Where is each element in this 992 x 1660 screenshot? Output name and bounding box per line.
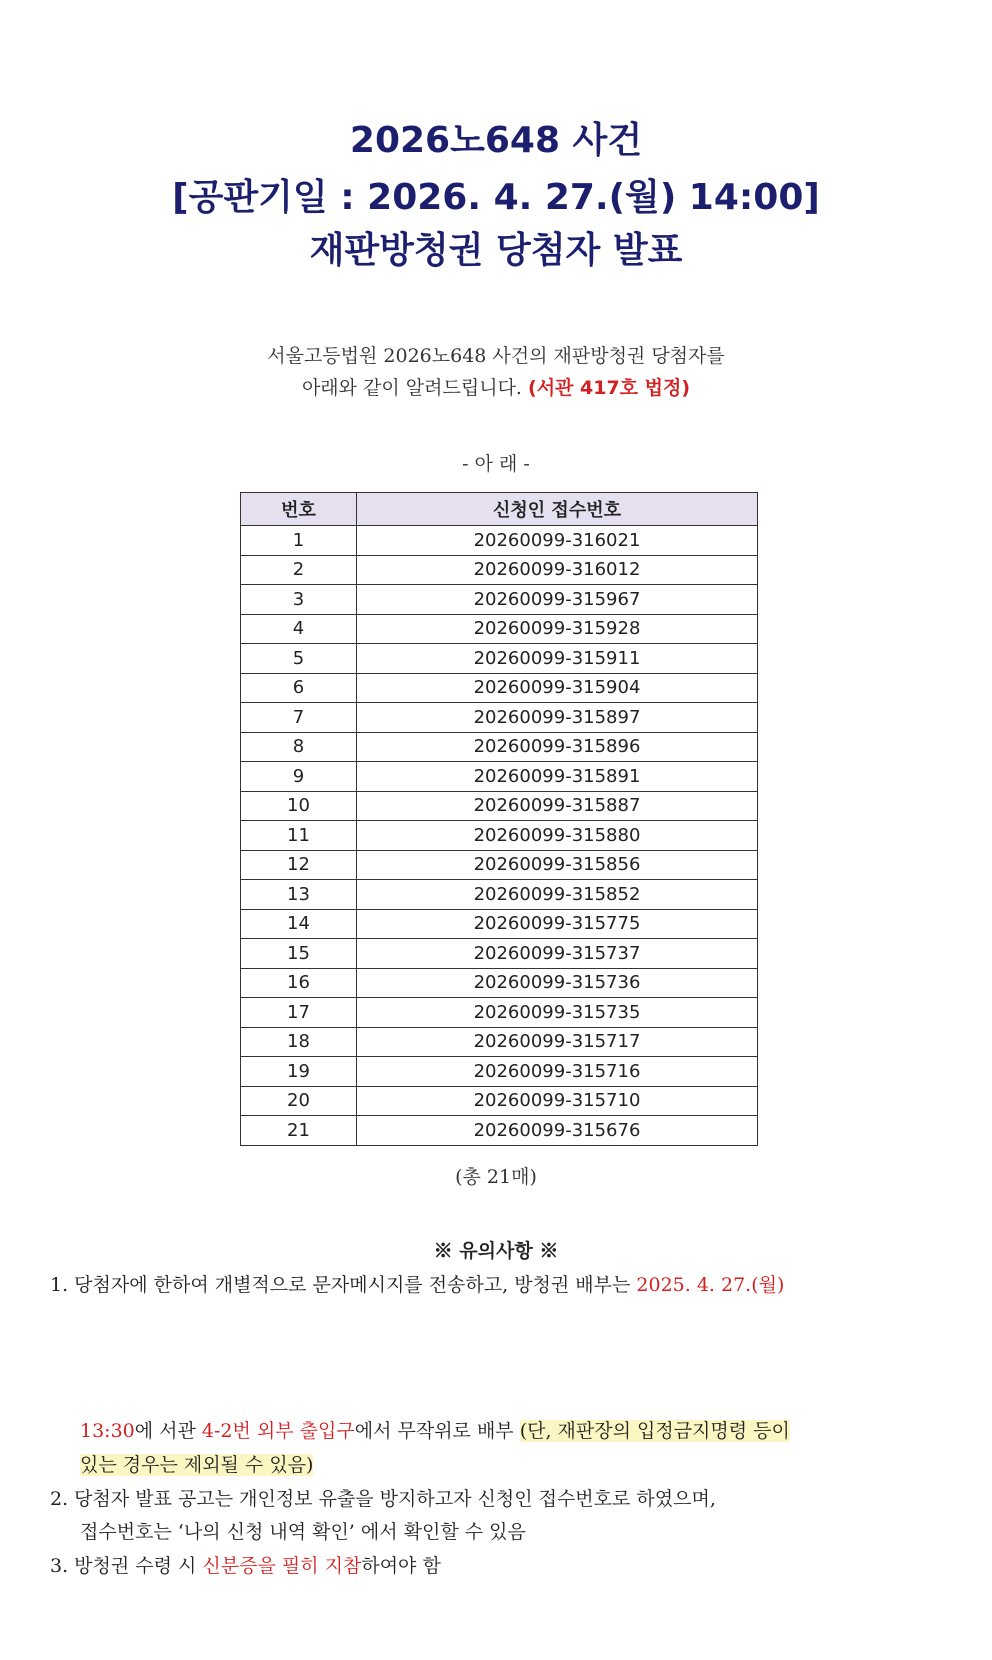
title-hearing-date: [공판기일 : 2026. 4. 27.(월) 14:00] (172, 177, 820, 218)
receipt-number: 20260099-316021 (357, 526, 758, 556)
table-row (241, 850, 758, 880)
table-row (241, 821, 758, 851)
total-count: (총 21매) (455, 1166, 537, 1188)
table-row (241, 644, 758, 674)
row-number: 10 (241, 791, 357, 821)
intro-line-2 (0, 373, 992, 400)
receipt-number: 20260099-315904 (357, 673, 758, 703)
notice-item-3-text-b: 하여야 함 (361, 1555, 441, 1577)
receipt-number: 20260099-315928 (357, 614, 758, 644)
row-number: 9 (241, 762, 357, 792)
notice-item-1-text-c: 에서 무작위로 배부 (354, 1420, 520, 1442)
notice-item-1-line-3 (80, 1450, 313, 1477)
row-number: 17 (241, 998, 357, 1028)
row-number: 13 (241, 880, 357, 910)
row-number: 21 (241, 1116, 357, 1146)
receipt-number: 20260099-315735 (357, 998, 758, 1028)
row-number: 7 (241, 703, 357, 733)
winners-table (240, 492, 758, 1146)
row-number: 5 (241, 644, 357, 674)
row-number: 18 (241, 1027, 357, 1057)
row-number: 19 (241, 1057, 357, 1087)
table-row (241, 526, 758, 556)
row-number: 20 (241, 1086, 357, 1116)
receipt-number: 20260099-315736 (357, 968, 758, 998)
intro-text: 아래와 같이 알려드립니다. (301, 377, 529, 399)
row-number: 6 (241, 673, 357, 703)
header-number: 번호 (241, 493, 357, 526)
receipt-number: 20260099-316012 (357, 555, 758, 585)
row-number: 11 (241, 821, 357, 851)
row-number: 14 (241, 909, 357, 939)
table-row (241, 909, 758, 939)
distribution-date: 2025. 4. 27.(월) (636, 1274, 785, 1296)
table-row (241, 791, 758, 821)
receipt-number: 20260099-315891 (357, 762, 758, 792)
notice-title: ※ 유의사항 ※ (433, 1240, 559, 1262)
table-row (241, 1116, 758, 1146)
id-required-note: 신분증을 필히 지참 (202, 1555, 362, 1577)
header-receipt-number: 신청인 접수번호 (357, 493, 758, 526)
receipt-number: 20260099-315911 (357, 644, 758, 674)
exception-note-2: 있는 경우는 제외될 수 있음) (80, 1454, 314, 1476)
table-row (241, 1057, 758, 1087)
row-number: 15 (241, 939, 357, 969)
receipt-number: 20260099-315775 (357, 909, 758, 939)
row-number: 2 (241, 555, 357, 585)
exception-note-1: (단, 재판장의 입정금지명령 등이 (519, 1420, 790, 1442)
notice-item-3-text: 3. 방청권 수령 시 (50, 1555, 203, 1577)
table-row (241, 1027, 758, 1057)
receipt-number: 20260099-315852 (357, 880, 758, 910)
notice-item-1-line-1 (50, 1270, 784, 1297)
receipt-number: 20260099-315710 (357, 1086, 758, 1116)
notice-item-2-line-1: 2. 당첨자 발표 공고는 개인정보 유출을 방지하고자 신청인 접수번호로 하였으며, (50, 1488, 716, 1510)
row-number: 8 (241, 732, 357, 762)
table-row (241, 1086, 758, 1116)
receipt-number: 20260099-315676 (357, 1116, 758, 1146)
notice-item-3 (50, 1551, 441, 1578)
title-case-number: 2026노648 사건 (349, 120, 643, 161)
receipt-number: 20260099-315967 (357, 585, 758, 615)
table-row (241, 762, 758, 792)
row-number: 4 (241, 614, 357, 644)
receipt-number: 20260099-315896 (357, 732, 758, 762)
row-number: 12 (241, 850, 357, 880)
table-row (241, 585, 758, 615)
section-separator: - 아 래 - (462, 453, 530, 475)
receipt-number: 20260099-315716 (357, 1057, 758, 1087)
table-row (241, 555, 758, 585)
table-body (241, 526, 758, 1146)
row-number: 3 (241, 585, 357, 615)
receipt-number: 20260099-315717 (357, 1027, 758, 1057)
intro-line-1: 서울고등법원 2026노648 사건의 재판방청권 당첨자를 (267, 345, 725, 367)
row-number: 1 (241, 526, 357, 556)
table-row (241, 703, 758, 733)
table-row (241, 732, 758, 762)
receipt-number: 20260099-315887 (357, 791, 758, 821)
distribution-place: 4-2번 외부 출입구 (201, 1420, 355, 1442)
courtroom-location: (서관 417호 법정) (528, 377, 691, 399)
receipt-number: 20260099-315880 (357, 821, 758, 851)
table-row (241, 939, 758, 969)
notice-item-2-line-2: 접수번호는 ‘나의 신청 내역 확인’ 에서 확인할 수 있음 (80, 1521, 526, 1543)
table-header-row (241, 493, 758, 526)
table-row (241, 673, 758, 703)
title-announcement: 재판방청권 당첨자 발표 (309, 230, 683, 271)
table-row (241, 968, 758, 998)
table-row (241, 998, 758, 1028)
notice-item-1-text-b: 에 서관 (134, 1420, 202, 1442)
table-row (241, 614, 758, 644)
distribution-time: 13:30 (80, 1420, 135, 1442)
table-row (241, 880, 758, 910)
notice-item-1-line-2 (80, 1416, 790, 1443)
receipt-number: 20260099-315897 (357, 703, 758, 733)
row-number: 16 (241, 968, 357, 998)
notice-item-1-text: 1. 당첨자에 한하여 개별적으로 문자메시지를 전송하고, 방청권 배부는 (50, 1274, 637, 1296)
receipt-number: 20260099-315737 (357, 939, 758, 969)
receipt-number: 20260099-315856 (357, 850, 758, 880)
